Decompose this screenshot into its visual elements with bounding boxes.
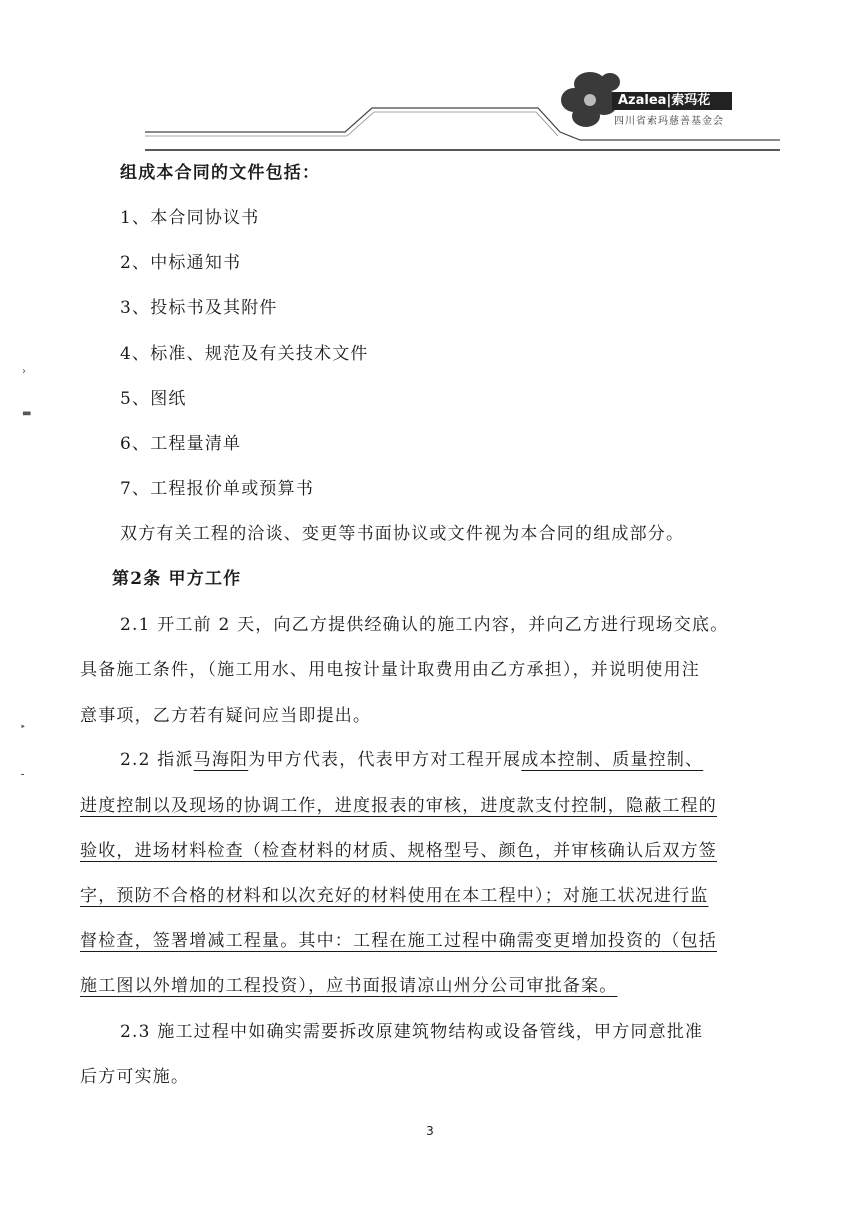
para-2-2-line: 验收，进场材料检查（检查材料的材质、规格型号、颜色，并审核确认后双方签 [80, 841, 717, 861]
brand-cn: 索玛花 [671, 93, 711, 108]
brand-label: Azalea|索玛花 [612, 92, 732, 110]
article-2-title: 第2条 甲方工作 [112, 569, 242, 589]
list-item: 4、标准、规范及有关技术文件 [120, 344, 369, 364]
margin-mark: › [22, 366, 26, 377]
intro-heading: 组成本合同的文件包括： [120, 163, 321, 183]
para-2-2-line [120, 748, 703, 772]
para-2-2-line: 督检查，签署增减工程量。其中：工程在施工过程中确需变更增加投资的（包括 [80, 931, 717, 951]
representative-name: 马海阳 [193, 750, 249, 770]
list-item: 5、图纸 [120, 389, 187, 409]
para-2-2-mid: 为甲方代表，代表甲方对工程开展 [248, 750, 522, 770]
para-2-2-line: 进度控制以及现场的协调工作，进度报表的审核，进度款支付控制，隐蔽工程的 [80, 796, 717, 816]
list-item: 3、投标书及其附件 [120, 298, 278, 318]
brand-en: Azalea [618, 93, 667, 108]
margin-mark: ▬ [22, 408, 32, 419]
para-2-3-line: 后方可实施。 [80, 1067, 190, 1087]
para-2-1-line: 意事项，乙方若有疑问应当即提出。 [80, 706, 372, 726]
margin-mark: ⁃ [20, 770, 25, 781]
para-2-1-line: 具备施工条件，（施工用水、用电按计量计取费用由乙方承担），并说明使用注 [80, 660, 700, 680]
list-item: 7、工程报价单或预算书 [120, 479, 315, 499]
org-name: 四川省索玛慈善基金会 [614, 116, 724, 127]
list-item: 6、工程量清单 [120, 434, 242, 454]
para-2-1-line: 2.1 开工前 2 天，向乙方提供经确认的施工内容，并向乙方进行现场交底。 [120, 615, 729, 635]
list-item: 1、本合同协议书 [120, 208, 260, 228]
para-2-2-underlined: 成本控制、质量控制、 [521, 750, 704, 770]
margin-mark: ‣ [20, 722, 26, 733]
page-number: 3 [426, 1124, 434, 1138]
para-2-2-line: 字，预防不合格的材料和以次充好的材料使用在本工程中）；对施工状况进行监 [80, 886, 709, 906]
para-2-2-prefix: 2.2 指派 [120, 750, 194, 770]
para-2-2-line: 施工图以外增加的工程投资），应书面报请凉山州分公司审批备案。 [80, 976, 618, 996]
list-item: 2、中标通知书 [120, 253, 242, 273]
para-2-3-line: 2.3 施工过程中如确实需要拆改原建筑物结构或设备管线，甲方同意批准 [120, 1022, 704, 1042]
closing-paragraph: 双方有关工程的洽谈、变更等书面协议或文件视为本合同的组成部分。 [120, 524, 685, 544]
